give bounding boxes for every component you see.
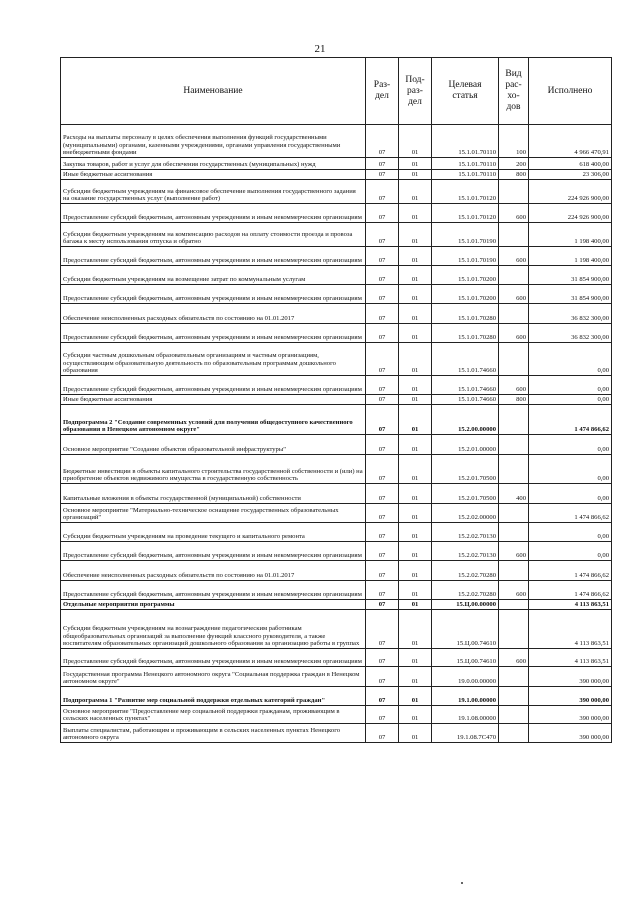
table-row [61, 484, 612, 504]
table-row [61, 581, 612, 600]
row-section: 07 [366, 484, 399, 504]
row-executed: 4 966 470,91 [529, 125, 612, 158]
row-name: Иные бюджетные ассигнования [61, 395, 366, 405]
row-expense-type [499, 266, 529, 285]
row-section: 07 [366, 724, 399, 743]
row-subsection: 01 [399, 649, 432, 667]
row-section: 07 [366, 125, 399, 158]
row-target-article: 19.1.08.7С470 [432, 724, 499, 743]
row-expense-type [499, 523, 529, 542]
row-section: 07 [366, 542, 399, 561]
row-name: Субсидии частным дошкольным образовательным организациям и частным организациям, осуществляющим образовательную деятельность по образовательным программам дошкольного образования [61, 343, 366, 376]
row-target-article: 15.2.02.70280 [432, 561, 499, 581]
row-subsection: 01 [399, 266, 432, 285]
table-row [61, 455, 612, 484]
row-section: 07 [366, 304, 399, 324]
row-target-article: 15.Ц.00.74610 [432, 649, 499, 667]
row-executed: 23 306,00 [529, 170, 612, 180]
row-executed: 390 000,00 [529, 706, 612, 724]
table-row [61, 395, 612, 405]
table-row [61, 504, 612, 523]
row-section: 07 [366, 158, 399, 170]
row-section: 07 [366, 204, 399, 223]
row-target-article: 15.2.02.70280 [432, 581, 499, 600]
row-executed: 0,00 [529, 343, 612, 376]
row-target-article: 15.1.01.74660 [432, 395, 499, 405]
row-section: 07 [366, 285, 399, 304]
row-section: 07 [366, 376, 399, 395]
row-expense-type: 800 [499, 170, 529, 180]
table-row [61, 523, 612, 542]
row-expense-type [499, 180, 529, 204]
row-name: Предоставление субсидий бюджетным, автономным учреждениям и иным некоммерческим организациям [61, 649, 366, 667]
table-row [61, 649, 612, 667]
table-row [61, 600, 612, 610]
row-expense-type [499, 405, 529, 435]
row-executed: 36 832 300,00 [529, 304, 612, 324]
row-section: 07 [366, 324, 399, 343]
row-executed: 1 474 866,62 [529, 561, 612, 581]
row-subsection: 01 [399, 247, 432, 266]
row-section: 07 [366, 706, 399, 724]
table-row [61, 266, 612, 285]
row-section: 07 [366, 649, 399, 667]
row-executed: 0,00 [529, 523, 612, 542]
row-executed: 1 198 400,00 [529, 247, 612, 266]
row-target-article: 15.2.01.70500 [432, 484, 499, 504]
row-expense-type [499, 504, 529, 523]
row-executed: 0,00 [529, 542, 612, 561]
row-name: Выплаты специалистам, работающим и проживающим в сельских населенных пунктах Ненецкого автономного округа [61, 724, 366, 743]
row-name: Капитальные вложения в объекты государственной (муниципальной) собственности [61, 484, 366, 504]
row-executed: 390 000,00 [529, 687, 612, 706]
table-header-row [61, 58, 612, 125]
row-expense-type [499, 455, 529, 484]
row-section: 07 [366, 247, 399, 266]
row-target-article: 19.1.08.00000 [432, 706, 499, 724]
row-section: 07 [366, 600, 399, 610]
row-name: Субсидии бюджетным учреждениям на возмещение затрат по коммунальным услугам [61, 266, 366, 285]
row-subsection: 01 [399, 484, 432, 504]
row-subsection: 01 [399, 687, 432, 706]
row-expense-type [499, 687, 529, 706]
table-row [61, 324, 612, 343]
header-name: Наименование [61, 58, 366, 125]
header-section: Раз- дел [366, 58, 399, 125]
table-row [61, 542, 612, 561]
row-subsection: 01 [399, 455, 432, 484]
row-subsection: 01 [399, 405, 432, 435]
row-subsection: 01 [399, 667, 432, 687]
row-name: Основное мероприятие "Материально-техническое оснащение государственных образовательных организаций" [61, 504, 366, 523]
row-expense-type: 600 [499, 324, 529, 343]
row-expense-type: 600 [499, 542, 529, 561]
row-expense-type [499, 610, 529, 649]
table-row [61, 247, 612, 266]
row-section: 07 [366, 667, 399, 687]
row-name: Основное мероприятие "Предоставление мер социальной поддержки гражданам, проживающим в сельских населенных пунктах" [61, 706, 366, 724]
row-target-article: 15.Ц.00.00000 [432, 600, 499, 610]
table-row [61, 304, 612, 324]
row-target-article: 15.1.01.70110 [432, 170, 499, 180]
row-name: Предоставление субсидий бюджетным, автономным учреждениям и иным некоммерческим организациям [61, 376, 366, 395]
row-expense-type: 400 [499, 484, 529, 504]
row-section: 07 [366, 561, 399, 581]
row-target-article: 15.1.01.70110 [432, 125, 499, 158]
row-expense-type: 600 [499, 649, 529, 667]
row-target-article: 15.1.01.74660 [432, 376, 499, 395]
header-executed: Исполнено [529, 58, 612, 125]
row-section: 07 [366, 223, 399, 247]
row-subsection: 01 [399, 304, 432, 324]
row-executed: 0,00 [529, 395, 612, 405]
row-subsection: 01 [399, 523, 432, 542]
row-name: Подпрограмма 1 "Развитие мер социальной поддержки отдельных категорий граждан" [61, 687, 366, 706]
row-executed: 0,00 [529, 455, 612, 484]
table-row [61, 285, 612, 304]
row-name: Субсидии бюджетным учреждениям на финансовое обеспечение выполнения государственного задания на оказание государственных услуг (выполнение работ) [61, 180, 366, 204]
row-subsection: 01 [399, 158, 432, 170]
row-section: 07 [366, 170, 399, 180]
row-subsection: 01 [399, 610, 432, 649]
row-subsection: 01 [399, 724, 432, 743]
row-target-article: 15.2.00.00000 [432, 405, 499, 435]
table-row [61, 158, 612, 170]
row-expense-type [499, 223, 529, 247]
row-expense-type [499, 724, 529, 743]
row-name: Предоставление субсидий бюджетным, автономным учреждениям и иным некоммерческим организациям [61, 542, 366, 561]
row-expense-type [499, 706, 529, 724]
row-subsection: 01 [399, 542, 432, 561]
row-section: 07 [366, 504, 399, 523]
row-executed: 390 000,00 [529, 667, 612, 687]
row-expense-type: 800 [499, 395, 529, 405]
row-section: 07 [366, 610, 399, 649]
row-target-article: 15.2.02.70130 [432, 523, 499, 542]
row-expense-type: 600 [499, 285, 529, 304]
row-target-article: 15.1.01.70200 [432, 266, 499, 285]
row-section: 07 [366, 581, 399, 600]
row-name: Иные бюджетные ассигнования [61, 170, 366, 180]
row-executed: 224 926 900,00 [529, 204, 612, 223]
row-executed: 1 474 866,62 [529, 581, 612, 600]
row-subsection: 01 [399, 170, 432, 180]
table-row [61, 125, 612, 158]
row-expense-type [499, 343, 529, 376]
row-executed: 618 400,00 [529, 158, 612, 170]
row-expense-type [499, 600, 529, 610]
row-name: Предоставление субсидий бюджетным, автономным учреждениям и иным некоммерческим организациям [61, 204, 366, 223]
header-target-article: Целевая статья [432, 58, 499, 125]
row-target-article: 15.1.01.70280 [432, 324, 499, 343]
header-expense-type: Вид рас- хо- дов [499, 58, 529, 125]
row-executed: 1 198 400,00 [529, 223, 612, 247]
row-subsection: 01 [399, 343, 432, 376]
row-executed: 31 854 900,00 [529, 285, 612, 304]
row-executed: 224 926 900,00 [529, 180, 612, 204]
table-row [61, 204, 612, 223]
row-name: Государственная программа Ненецкого автономного округа "Социальная поддержка граждан в Ненецком автономном округе" [61, 667, 366, 687]
table-row [61, 435, 612, 455]
row-subsection: 01 [399, 204, 432, 223]
row-target-article: 15.2.02.00000 [432, 504, 499, 523]
row-target-article: 15.1.01.70110 [432, 158, 499, 170]
table-row [61, 170, 612, 180]
row-target-article: 15.1.01.70190 [432, 223, 499, 247]
row-target-article: 15.1.01.70120 [432, 204, 499, 223]
row-section: 07 [366, 395, 399, 405]
row-section: 07 [366, 687, 399, 706]
table-row [61, 724, 612, 743]
row-expense-type: 600 [499, 581, 529, 600]
table-row [61, 376, 612, 395]
row-target-article: 19.0.00.00000 [432, 667, 499, 687]
row-executed: 4 113 863,51 [529, 649, 612, 667]
row-section: 07 [366, 266, 399, 285]
row-section: 07 [366, 343, 399, 376]
table-row [61, 180, 612, 204]
row-target-article: 15.1.01.70190 [432, 247, 499, 266]
row-target-article: 15.1.01.70120 [432, 180, 499, 204]
row-executed: 390 000,00 [529, 724, 612, 743]
row-name: Предоставление субсидий бюджетным, автономным учреждениям и иным некоммерческим организациям [61, 247, 366, 266]
row-name: Субсидии бюджетным учреждениям на вознаграждение педагогическим работникам общеобразовательных организаций за выполнение функций классного руководителя, а также воспитателям образовательных организаций дошкольного образования за организацию работы в группах [61, 610, 366, 649]
row-name: Предоставление субсидий бюджетным, автономным учреждениям и иным некоммерческим организациям [61, 581, 366, 600]
row-executed: 4 113 863,51 [529, 610, 612, 649]
row-expense-type: 100 [499, 125, 529, 158]
table-row [61, 667, 612, 687]
row-subsection: 01 [399, 324, 432, 343]
row-name: Основное мероприятие "Создание объектов образовательной инфраструктуры" [61, 435, 366, 455]
row-executed: 0,00 [529, 435, 612, 455]
row-target-article: 19.1.00.00000 [432, 687, 499, 706]
row-executed: 36 832 300,00 [529, 324, 612, 343]
row-subsection: 01 [399, 706, 432, 724]
row-expense-type [499, 667, 529, 687]
table-row [61, 687, 612, 706]
row-section: 07 [366, 523, 399, 542]
row-subsection: 01 [399, 395, 432, 405]
row-name: Предоставление субсидий бюджетным, автономным учреждениям и иным некоммерческим организациям [61, 324, 366, 343]
row-subsection: 01 [399, 285, 432, 304]
row-executed: 31 854 900,00 [529, 266, 612, 285]
table-row [61, 223, 612, 247]
row-subsection: 01 [399, 504, 432, 523]
row-section: 07 [366, 455, 399, 484]
row-target-article: 15.1.01.74660 [432, 343, 499, 376]
row-subsection: 01 [399, 600, 432, 610]
header-subsection: Под- раз- дел [399, 58, 432, 125]
row-name: Предоставление субсидий бюджетным, автономным учреждениям и иным некоммерческим организациям [61, 285, 366, 304]
row-expense-type [499, 304, 529, 324]
row-subsection: 01 [399, 223, 432, 247]
row-name: Субсидии бюджетным учреждениям на компенсацию расходов на оплату стоимости проезда и провоза багажа к месту использования отпуска и обратно [61, 223, 366, 247]
row-executed: 0,00 [529, 376, 612, 395]
row-subsection: 01 [399, 581, 432, 600]
row-expense-type: 600 [499, 376, 529, 395]
table-row [61, 343, 612, 376]
row-target-article: 15.1.01.70200 [432, 285, 499, 304]
row-subsection: 01 [399, 376, 432, 395]
row-target-article: 15.1.01.70280 [432, 304, 499, 324]
row-name: Обеспечение неисполненных расходных обязательств по состоянию на 01.01.2017 [61, 561, 366, 581]
row-executed: 0,00 [529, 484, 612, 504]
row-subsection: 01 [399, 180, 432, 204]
row-executed: 4 113 863,51 [529, 600, 612, 610]
row-subsection: 01 [399, 561, 432, 581]
row-name: Расходы на выплаты персоналу в целях обеспечения выполнения функций государственными (муниципальными) органами, казенными учреждениями, органами управления государственными внебюджетными фондами [61, 125, 366, 158]
row-target-article: 15.2.01.70500 [432, 455, 499, 484]
row-section: 07 [366, 405, 399, 435]
table-row [61, 561, 612, 581]
row-name: Подпрограмма 2 "Создание современных условий для получения общедоступного качественного образования в Ненецком автономном округе" [61, 405, 366, 435]
table-row [61, 610, 612, 649]
budget-table [60, 57, 612, 743]
scan-speck [461, 882, 463, 884]
row-name: Отдельные мероприятия программы [61, 600, 366, 610]
row-name: Обеспечение неисполненных расходных обязательств по состоянию на 01.01.2017 [61, 304, 366, 324]
row-expense-type [499, 435, 529, 455]
row-subsection: 01 [399, 435, 432, 455]
row-expense-type [499, 561, 529, 581]
row-target-article: 15.2.02.70130 [432, 542, 499, 561]
table-row [61, 405, 612, 435]
row-target-article: 15.Ц.00.74610 [432, 610, 499, 649]
row-name: Бюджетные инвестиции в объекты капитального строительства государственной собственности и (или) на приобретение объектов недвижимого имущества в государственную собственность [61, 455, 366, 484]
row-expense-type: 600 [499, 204, 529, 223]
row-section: 07 [366, 180, 399, 204]
row-executed: 1 474 866,62 [529, 504, 612, 523]
row-target-article: 15.2.01.00000 [432, 435, 499, 455]
row-executed: 1 474 866,62 [529, 405, 612, 435]
row-name: Субсидии бюджетным учреждениям на проведение текущего и капитального ремонта [61, 523, 366, 542]
row-subsection: 01 [399, 125, 432, 158]
table-row [61, 706, 612, 724]
row-name: Закупка товаров, работ и услуг для обеспечения государственных (муниципальных) нужд [61, 158, 366, 170]
row-expense-type: 600 [499, 247, 529, 266]
page-number: 21 [314, 43, 326, 55]
row-section: 07 [366, 435, 399, 455]
row-expense-type: 200 [499, 158, 529, 170]
